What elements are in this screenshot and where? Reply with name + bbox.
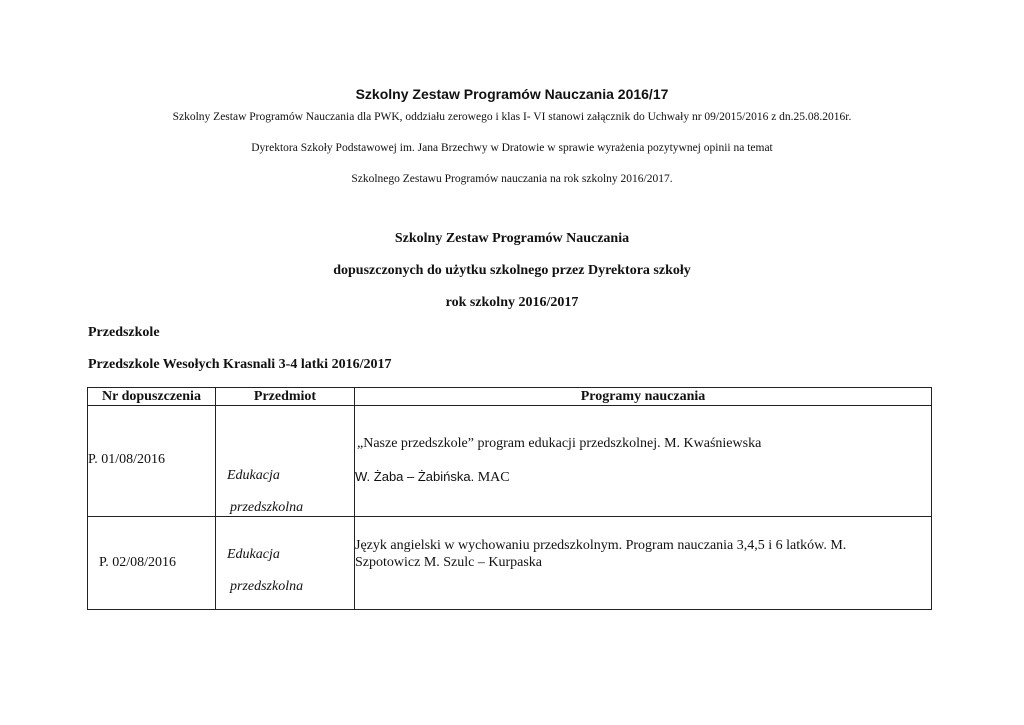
nr-text: P. 02/08/2016 — [99, 555, 177, 570]
nr-text: P. 01/08/2016 — [88, 452, 166, 467]
heading-line-3: rok szkolny 2016/2017 — [445, 295, 579, 310]
program-line-1: „Nasze przedszkole” program edukacji przedszkolnej. M. Kwaśniewska — [357, 436, 762, 451]
program-authors: W. Żaba – Żabińska. — [355, 469, 475, 484]
document-title: Szkolny Zestaw Programów Nauczania 2016/17 — [355, 86, 669, 102]
header-programs: Programy nauczania — [355, 388, 932, 406]
program-publisher: MAC — [474, 470, 510, 485]
section-heading: Przedszkole — [88, 325, 160, 340]
subject-line-2: przedszkolna — [230, 500, 304, 515]
header-line-1: Szkolny Zestaw Programów Nauczania dla PWK, oddziału zerowego i klas I- VI stanowi załącznik do Uchwały nr 09/2015/2016 z dn.25.08.2016r. — [172, 111, 852, 123]
cell-nr — [88, 517, 216, 610]
program-line-2: Szpotowicz M. Szulc – Kurpaska — [355, 555, 543, 570]
heading-line-2: dopuszczonych do użytku szkolnego przez Dyrektora szkoły — [333, 263, 691, 278]
table-row — [88, 406, 932, 517]
cell-nr — [88, 406, 216, 517]
program-line-2 — [355, 469, 510, 486]
subject-line-2: przedszkolna — [230, 579, 304, 594]
cell-program — [355, 517, 932, 610]
cell-subject — [216, 406, 355, 517]
header-line-3: Szkolnego Zestawu Programów nauczania na rok szkolny 2016/2017. — [351, 173, 673, 185]
cell-subject — [216, 517, 355, 610]
programs-table — [87, 387, 932, 610]
header-line-2: Dyrektora Szkoły Podstawowej im. Jana Brzechwy w Dratowie w sprawie wyrażenia pozytywnej opinii na temat — [251, 142, 773, 154]
program-line-1: Język angielski w wychowaniu przedszkolnym. Program nauczania 3,4,5 i 6 latków. M. — [355, 538, 847, 553]
subject-line-1: Edukacja — [227, 547, 280, 562]
header-nr: Nr dopuszczenia — [88, 388, 216, 406]
subsection-heading: Przedszkole Wesołych Krasnali 3-4 latki 2016/2017 — [88, 357, 392, 372]
heading-line-1: Szkolny Zestaw Programów Nauczania — [394, 231, 630, 246]
subject-line-1: Edukacja — [227, 468, 280, 483]
header-subject: Przedmiot — [216, 388, 355, 406]
table-header-row — [88, 388, 932, 406]
table-row — [88, 517, 932, 610]
cell-program — [355, 406, 932, 517]
